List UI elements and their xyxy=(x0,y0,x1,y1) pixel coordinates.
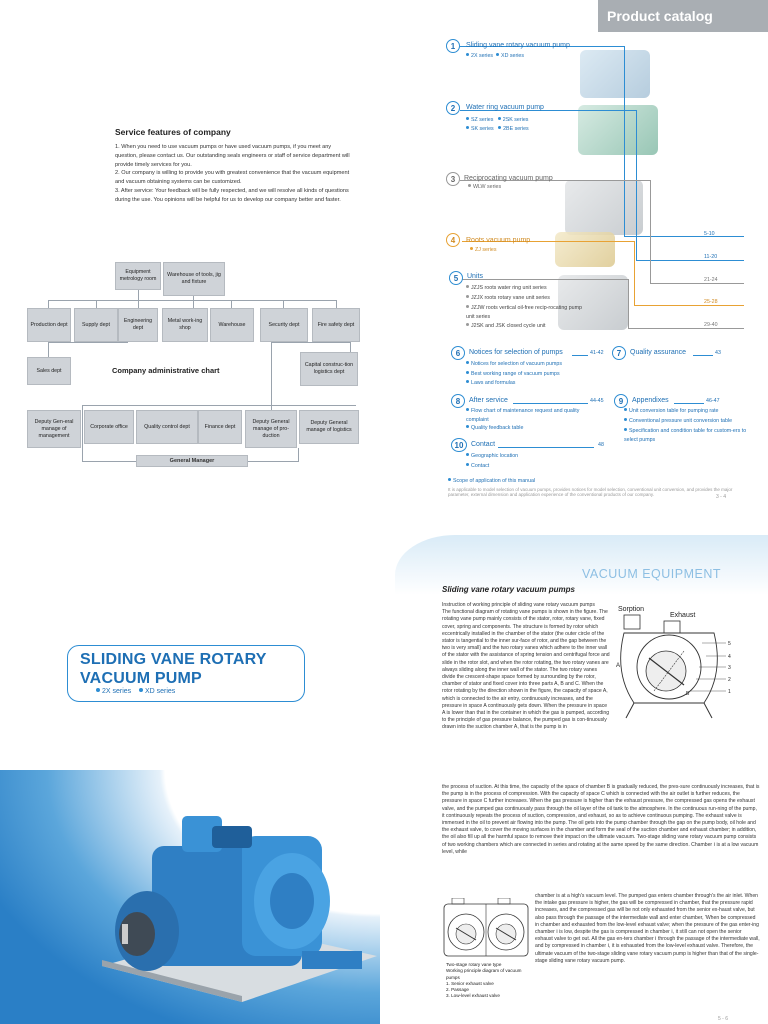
org-quality-control-dept: Quality control dept xyxy=(136,410,198,444)
catalog-item-10-sub-1: Geographic location xyxy=(466,452,518,461)
catalog-item-6-title[interactable]: Notices for selection of pumps xyxy=(469,349,563,356)
org-supply-dept: Supply dept xyxy=(74,308,118,342)
catalog-item-1-subs: 2X series XD series xyxy=(466,52,524,61)
catalog-item-10-title[interactable]: Contact xyxy=(471,441,496,448)
service-title: Service features of company xyxy=(115,127,231,137)
org-metal-working-shop: Metal work-ing shop xyxy=(162,308,208,342)
section-title: VACUUM EQUIPMENT xyxy=(582,567,722,581)
article-body-top: Instruction of working principle of sliding vane rotary vacuum pumps The functional diagram of rotating vane pumps is shown in the figure. The rotating vane pump mainly consists of the stator, rotor, rotary vane, fixed cover, spring and components. The structure is formed by rotor which eccentrically installed in the chamber of the stator (the outer circle of the stator is tangential to the inner sur-face of rotor, and the gap between the two is very small) and the two rotary vanes which adhere to the inner wall of the stator with the assistance of spring tension and centrifugal force and slide in the rotor slot, and when the rotor rotating, the two rotary vanes are always sliding along the inner wall of the stator. The two rotary vanes divide the crescent-shape space formed by surrounding by the rotor, chamber of stator and fixed cover into three parts A, B and C. When the rotor rotating by the direction shown in the figure, the capacity of space A, which is connected to the air entry, continuously increases, and the pressure in space A continuously gets down. When the pressure in space A is lower than that in the container in which the gas is pumped, according to the principle of gas pressure balance, the pumped gas is con-tinuously drawn into the suction chamber A, that is the pump is in xyxy=(442,602,610,731)
pump-photo xyxy=(92,806,382,1002)
catalog-item-6-sub-3: Laws and formulas xyxy=(466,379,515,388)
service-para-3: 3. After service: Your feedback will be fully respected, and we will resolve all kinds of questions during the use. You opinions will be helpful for us to develop our company better and faster. xyxy=(115,187,349,203)
pump-cross-section-diagram xyxy=(614,603,754,721)
org-chart-title: Company administrative chart xyxy=(112,366,220,375)
product-title: SLIDING VANE ROTARY VACUUM PUMP xyxy=(80,651,267,687)
catalog-item-5-sub-1: JZJS roots water ring unit series xyxy=(466,284,547,293)
service-para-1: 1. When you need to use vacuum pumps or have used vacuum pumps, if you meet any question, please contact us. Our outstanding seals engineers or staff of service department will provide timely services for you. xyxy=(115,144,350,168)
catalog-banner: Product catalog xyxy=(598,0,768,32)
org-general-manager: General Manager xyxy=(136,455,248,467)
catalog-num-2: 2 xyxy=(446,101,460,115)
catalog-item-7-title[interactable]: Quality assurance xyxy=(630,349,687,356)
two-stage-pump-diagram xyxy=(442,898,530,960)
catalog-num-1: 1 xyxy=(446,39,460,53)
article-body-bottom: chamber is at a high's vacuum level. The pumped gas enters chamber through's the air inlet. When the intake gas pressure is higher, the gas will be compressed in chamber, that the pressure rapid increases, and the compressed gas will be not only exhausted from the senior ex-haust valve, but also pass through the passage of the intermediate wall and enter chamber, 'When be compressed in chamber and exhausted from the low-level exhaust valve; when the pressure of the gas enter-ing chamber Ⅰ is low, despite the gas is compressed in chamber Ⅰ, it still can not open the senior exhaust valve to get out. All the gas en-ters chamber Ⅰ through the passage of the intermediate wall, and by compressed in chamber Ⅰ, it is exhausted from the low-level exhaust valve. Therefore, the ultimate vacuum of the two-stage sliding vane rotary vacuum pump is higher than that of the single-stage sliding vane rotary vacuum pump. xyxy=(535,893,760,964)
catalog-num-6: 6 xyxy=(451,346,465,360)
manual-scope-text: It is applicable to model selection of vacuum pumps, provides notices for model selection, conventional unit conversion, and provides the major parameter, external dimension and application experience of the conventional products of our company. xyxy=(448,486,733,498)
org-equipment-metrology-room: Equipment metrology room xyxy=(115,262,161,290)
catalog-item-5-sub-3: JZJW roots vertical oil-free recip-rocating pump unit series xyxy=(466,305,582,320)
catalog-item-2-title[interactable]: Water ring vacuum pump xyxy=(466,104,544,111)
product-series: 2X series XD series xyxy=(96,688,175,695)
page-number-top: 3 - 4 xyxy=(716,494,727,500)
catalog-item-2-subs-b: SK series 2BE series xyxy=(466,125,529,134)
org-capital-construction: Capital construc-tion logistics dept xyxy=(300,352,358,386)
pump-image-3 xyxy=(565,180,643,235)
org-production-dept: Production dept xyxy=(27,308,71,342)
svg-text:Sorption: Sorption xyxy=(618,606,645,613)
page-range-2: 11-20 xyxy=(704,254,718,260)
org-deputy-gm-logistics: Deputy General manage of logistics xyxy=(299,410,359,444)
catalog-num-7: 7 xyxy=(612,346,626,360)
svg-text:A: A xyxy=(616,663,621,669)
svg-text:Exhaust: Exhaust xyxy=(670,612,696,619)
catalog-item-8-title[interactable]: After service xyxy=(469,397,508,404)
org-deputy-gm-management: Deputy Gen-eral manage of management xyxy=(27,410,81,448)
catalog-item-6-sub-2: Best working range of vacuum pumps xyxy=(466,370,560,379)
page-range-4: 25-28 xyxy=(704,299,718,305)
catalog-item-9-title[interactable]: Appendixes xyxy=(632,397,669,404)
org-finance-dept: Finance dept xyxy=(198,410,242,444)
catalog-item-6-page: 41-42 xyxy=(590,350,604,356)
org-fire-safety-dept: Fire safety dept xyxy=(312,308,360,342)
diagram-caption: Two-stage rotary vane type Working principle diagram of vacuum pumps 1. Senior exhaust valve 2. Passage 3. Low-level exhaust valve xyxy=(446,962,522,999)
pump-image-5 xyxy=(558,275,628,330)
page-range-3: 21-24 xyxy=(704,277,718,283)
org-engineering-dept: Engineering dept xyxy=(118,308,158,342)
svg-text:4: 4 xyxy=(728,654,731,660)
service-body xyxy=(115,143,355,205)
svg-text:5: 5 xyxy=(728,641,731,647)
pump-image-2 xyxy=(578,105,658,155)
catalog-item-3-subs: WLW series xyxy=(468,183,501,192)
catalog-item-4-subs: ZJ series xyxy=(470,246,497,255)
catalog-item-5-sub-2: JZJX roots rotary vane unit series xyxy=(466,294,550,303)
manual-scope-title: Scope of application of this manual xyxy=(453,478,536,484)
catalog-item-5-title[interactable]: Units xyxy=(467,273,483,280)
catalog-item-8-sub-1: Flow chart of maintenance request and quality complaint xyxy=(466,408,580,423)
catalog-item-9-sub-3: Specification and condition table for custom-ers to select pumps xyxy=(624,428,747,443)
service-para-2: 2. Our company is willing to provide you with greatest convenience that the vacuum equipment and vacuum obtaining systems can be customized. xyxy=(115,170,350,186)
catalog-item-8-sub-2: Quality feedback table xyxy=(466,424,523,433)
catalog-item-6-sub-1: Notices for selection of vacuum pumps xyxy=(466,360,562,369)
catalog-item-10-page: 48 xyxy=(598,442,604,448)
catalog-item-7-page: 43 xyxy=(715,350,721,356)
org-sales-dept: Sales dept xyxy=(27,357,71,385)
catalog-item-9-sub-2: Conventional pressure unit conversion table xyxy=(624,417,732,426)
catalog-item-3-title[interactable]: Reciprocating vacuum pump xyxy=(464,175,553,182)
catalog-item-8-page: 44-45 xyxy=(590,398,604,404)
catalog-item-9-page: 46-47 xyxy=(706,398,720,404)
catalog-item-9-sub-1: Unit conversion table for pumping rate xyxy=(624,407,719,416)
pump-image-4 xyxy=(555,232,615,267)
catalog-num-9: 9 xyxy=(614,394,628,408)
catalog-item-2-subs-a: SZ series 2SK series xyxy=(466,116,528,125)
pump-image-1 xyxy=(580,50,650,98)
org-security-dept: Security dept xyxy=(260,308,308,342)
article-body-middle: the process of suction. At this time, the capacity of the space of chamber B is gradually reduced, the pres-sure continuously increases, that is the pump is in the process of compression. With the capacity of space C which is connected with the air outlet is further reduces, the pressure in space C further increases. When the gas pressure is higher than the exhaust pressure, the compressed gas opens the exhaust valve, and the pumped gas continuously pass through the oil layer of the oil tank to the atmosphere. In the continuous run-ning of the pump, it continuously repeats the process of suction, compression, and exhaust, so as to achieve continuous pumping. The exhaust valve is immersed in the oil to prevent air flowing into the pump. The oil gets into the pump chamber through the gap on the pump body, oil hole and the exhaust valve, to cover the moving surfaces in the chamber and form the seal of the suction chamber and exhaust chamber; in addition, the oil also fill up all the harmful space to remove their impact on the ultimate vacuum. Two-stage sliding vane rotary vacuum pump consists of two working chambers which are connected in series and rotating at the same speed by the same direction. Chamber Ⅰ is at a low vacuum level, while xyxy=(442,784,760,855)
catalog-item-5-sub-4: J2SK and JSK closed cycle unit xyxy=(466,322,546,331)
svg-text:2: 2 xyxy=(728,677,731,683)
org-corporate-office: Corporate office xyxy=(84,410,134,444)
org-deputy-gm-production: Deputy General manage of pro-duction xyxy=(245,410,297,448)
article-title: Sliding vane rotary vacuum pumps xyxy=(442,585,575,594)
svg-text:1: 1 xyxy=(728,689,731,695)
org-warehouse-tools: Warehouse of tools, jig and fixture xyxy=(163,262,225,296)
catalog-item-4-title[interactable]: Roots vacuum pump xyxy=(466,237,531,244)
page-range-5: 29-40 xyxy=(704,322,718,328)
catalog-num-5: 5 xyxy=(449,271,463,285)
catalog-item-1-title[interactable]: Sliding vane rotary vacuum pump xyxy=(466,42,570,49)
page-number-bottom: 5 - 6 xyxy=(718,1016,729,1022)
catalog-num-10: 10 xyxy=(451,438,467,452)
catalog-num-4: 4 xyxy=(446,233,460,247)
svg-text:3: 3 xyxy=(728,665,731,671)
manual-scope xyxy=(448,478,750,498)
catalog-num-8: 8 xyxy=(451,394,465,408)
catalog-item-10-sub-2: Contact xyxy=(466,462,489,471)
svg-text:B: B xyxy=(686,691,690,697)
page-range-1: 5-10 xyxy=(704,231,715,237)
catalog-num-3: 3 xyxy=(446,172,460,186)
org-warehouse: Warehouse xyxy=(210,308,254,342)
